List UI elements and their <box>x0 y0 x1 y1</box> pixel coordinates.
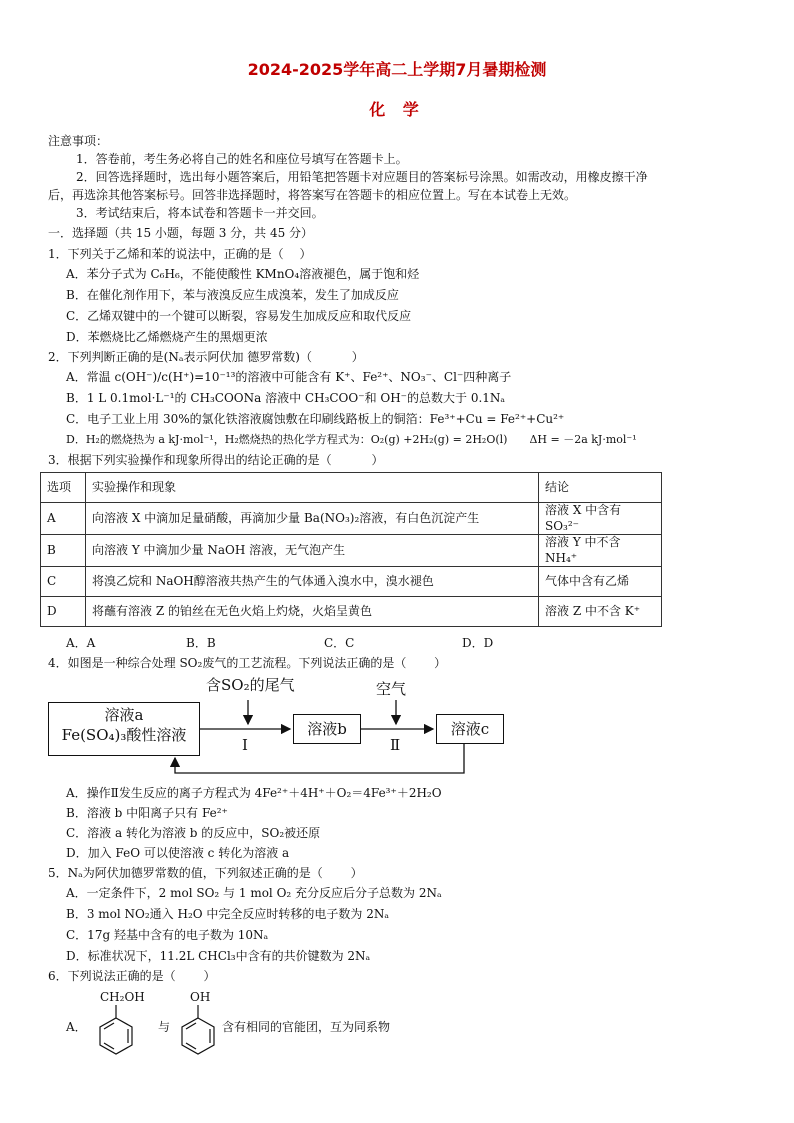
so2-input-label: 含SO₂的尾气 <box>206 676 295 694</box>
notice-item: 1．答卷前，考生务必将自己的姓名和座位号填写在答题卡上。 <box>76 152 408 166</box>
q3-choice-b: B．B <box>186 636 216 650</box>
table-row <box>41 503 662 535</box>
phenol-structure <box>170 990 230 1070</box>
solution-a-box <box>48 702 200 756</box>
subject-title: 化 学 <box>369 100 425 119</box>
q3-choice-d: D．D <box>462 636 494 650</box>
step-2-label: Ⅱ <box>390 736 401 754</box>
table-cell: 向溶液 X 中滴加足量硝酸，再滴加少量 Ba(NO₃)₂溶液，有白色沉淀产生 <box>86 503 539 535</box>
question-6-stem: 6．下列说法正确的是（ ） <box>48 969 216 983</box>
table-cell: 溶液 Z 中不含 K⁺ <box>539 597 662 627</box>
q2-option-c: C．电子工业上用 30%的氯化铁溶液腐蚀敷在印刷线路板上的铜箔：Fe³⁺+Cu = Fe²⁺+Cu²⁺ <box>66 412 565 426</box>
ch2oh-group: CH₂OH <box>100 990 145 1004</box>
solution-b-box: 溶液b <box>293 714 361 744</box>
q2-option-b: B．1 L 0.1mol·L⁻¹的 CH₃COONa 溶液中 CH₃COO⁻和 OH⁻的总数大于 0.1Nₐ <box>66 391 506 405</box>
table-header-row <box>41 473 662 503</box>
notice-item: 2．回答选择题时，选出每小题答案后，用铅笔把答题卡对应题目的答案标号涂黑。如需改动，用橡皮擦干净 <box>76 170 648 184</box>
table-header-cell: 结论 <box>539 473 662 503</box>
step-1-label: Ⅰ <box>242 736 248 754</box>
q4-option-d: D．加入 FeO 可以使溶液 c 转化为溶液 a <box>66 846 290 860</box>
q1-option-d: D．苯燃烧比乙烯燃烧产生的黑烟更浓 <box>66 330 268 344</box>
table-cell: D <box>41 597 86 627</box>
q6-option-a-label: A． <box>66 1020 87 1034</box>
q3-choice-a: A．A <box>66 636 96 650</box>
table-cell: B <box>41 535 86 567</box>
process-flow-diagram <box>40 674 510 784</box>
q2-option-d: D．H₂的燃烧热为 a kJ·mol⁻¹，H₂燃烧热的热化学方程式为：O₂(g) +2H₂(g) = 2H₂O(l) ΔH = －2a kJ·mol⁻¹ <box>66 433 637 446</box>
table-cell: 将蘸有溶液 Z 的铂丝在无色火焰上灼烧，火焰呈黄色 <box>86 597 539 627</box>
q6-connector: 与 <box>158 1020 171 1034</box>
table-row <box>41 597 662 627</box>
question-3-stem: 3．根据下列实验操作和现象所得出的结论正确的是（ ） <box>48 453 384 467</box>
notice-item: 3．考试结束后，将本试卷和答题卡一并交回。 <box>76 206 324 220</box>
solution-a-formula: Fe(SO₄)₃酸性溶液 <box>61 725 187 744</box>
question-2-stem: 2．下列判断正确的是(Nₐ表示阿伏加 德罗常数)（ ） <box>48 350 364 364</box>
table-cell: 溶液 Y 中不含 NH₄⁺ <box>539 535 662 567</box>
q5-option-d: D．标准状况下，11.2L CHCl₃中含有的共价键数为 2Nₐ <box>66 949 371 963</box>
exam-title: 2024-2025学年高二上学期7月暑期检测 <box>247 60 547 79</box>
table-cell: 向溶液 Y 中滴加少量 NaOH 溶液，无气泡产生 <box>86 535 539 567</box>
q4-option-a: A．操作Ⅱ发生反应的离子方程式为 4Fe²⁺＋4H⁺＋O₂＝4Fe³⁺＋2H₂O <box>66 786 442 800</box>
q3-choice-c: C．C <box>324 636 355 650</box>
q5-option-c: C．17g 羟基中含有的电子数为 10Nₐ <box>66 928 269 942</box>
table-header-cell: 实验操作和现象 <box>86 473 539 503</box>
benzene-ring-icon <box>170 990 230 1070</box>
q4-option-c: C．溶液 a 转化为溶液 b 的反应中，SO₂被还原 <box>66 826 321 840</box>
q4-option-b: B．溶液 b 中阳离子只有 Fe²⁺ <box>66 806 228 820</box>
air-input-label: 空气 <box>376 680 407 698</box>
table-header-cell: 选项 <box>41 473 86 503</box>
section-heading: 一．选择题（共 15 小题，每题 3 分，共 45 分） <box>48 226 314 240</box>
notice-item: 后，再选涂其他答案标号。回答非选择题时，将答案写在答题卡的相应位置上。写在本试卷上无效。 <box>48 188 577 202</box>
oh-group: OH <box>190 990 211 1004</box>
q1-option-c: C．乙烯双键中的一个键可以断裂，容易发生加成反应和取代反应 <box>66 309 412 323</box>
table-cell: A <box>41 503 86 535</box>
q6-option-a-text: 含有相同的官能团，互为同系物 <box>222 1020 391 1034</box>
table-cell: 气体中含有乙烯 <box>539 567 662 597</box>
benzyl-alcohol-structure <box>84 990 144 1070</box>
q2-option-a: A．常温 c(OH⁻)/c(H⁺)=10⁻¹³的溶液中可能含有 K⁺、Fe²⁺、NO₃⁻、Cl⁻四种离子 <box>66 370 512 384</box>
table-cell: 溶液 X 中含有 SO₃²⁻ <box>539 503 662 535</box>
q5-option-a: A．一定条件下，2 mol SO₂ 与 1 mol O₂ 充分反应后分子总数为 2Nₐ <box>66 886 442 900</box>
question-1-stem: 1．下列关于乙烯和苯的说法中，正确的是（ ） <box>48 247 312 261</box>
table-row <box>41 535 662 567</box>
benzene-ring-icon <box>84 990 144 1070</box>
notice-heading: 注意事项： <box>48 134 109 148</box>
table-cell: C <box>41 567 86 597</box>
solution-a-label: 溶液a <box>104 706 144 724</box>
question-4-stem: 4．如图是一种综合处理 SO₂废气的工艺流程。下列说法正确的是（ ） <box>48 656 447 670</box>
experiment-table <box>40 472 662 627</box>
q1-option-a: A．苯分子式为 C₆H₆，不能使酸性 KMnO₄溶液褪色，属于饱和烃 <box>66 267 420 281</box>
q1-option-b: B．在催化剂作用下，苯与液溴反应生成溴苯，发生了加成反应 <box>66 288 399 302</box>
solution-c-box: 溶液c <box>436 714 504 744</box>
question-5-stem: 5．Nₐ为阿伏加德罗常数的值，下列叙述正确的是（ ） <box>48 866 363 880</box>
q5-option-b: B．3 mol NO₂通入 H₂O 中完全反应时转移的电子数为 2Nₐ <box>66 907 389 921</box>
table-cell: 将溴乙烷和 NaOH醇溶液共热产生的气体通入溴水中，溴水褪色 <box>86 567 539 597</box>
table-row <box>41 567 662 597</box>
